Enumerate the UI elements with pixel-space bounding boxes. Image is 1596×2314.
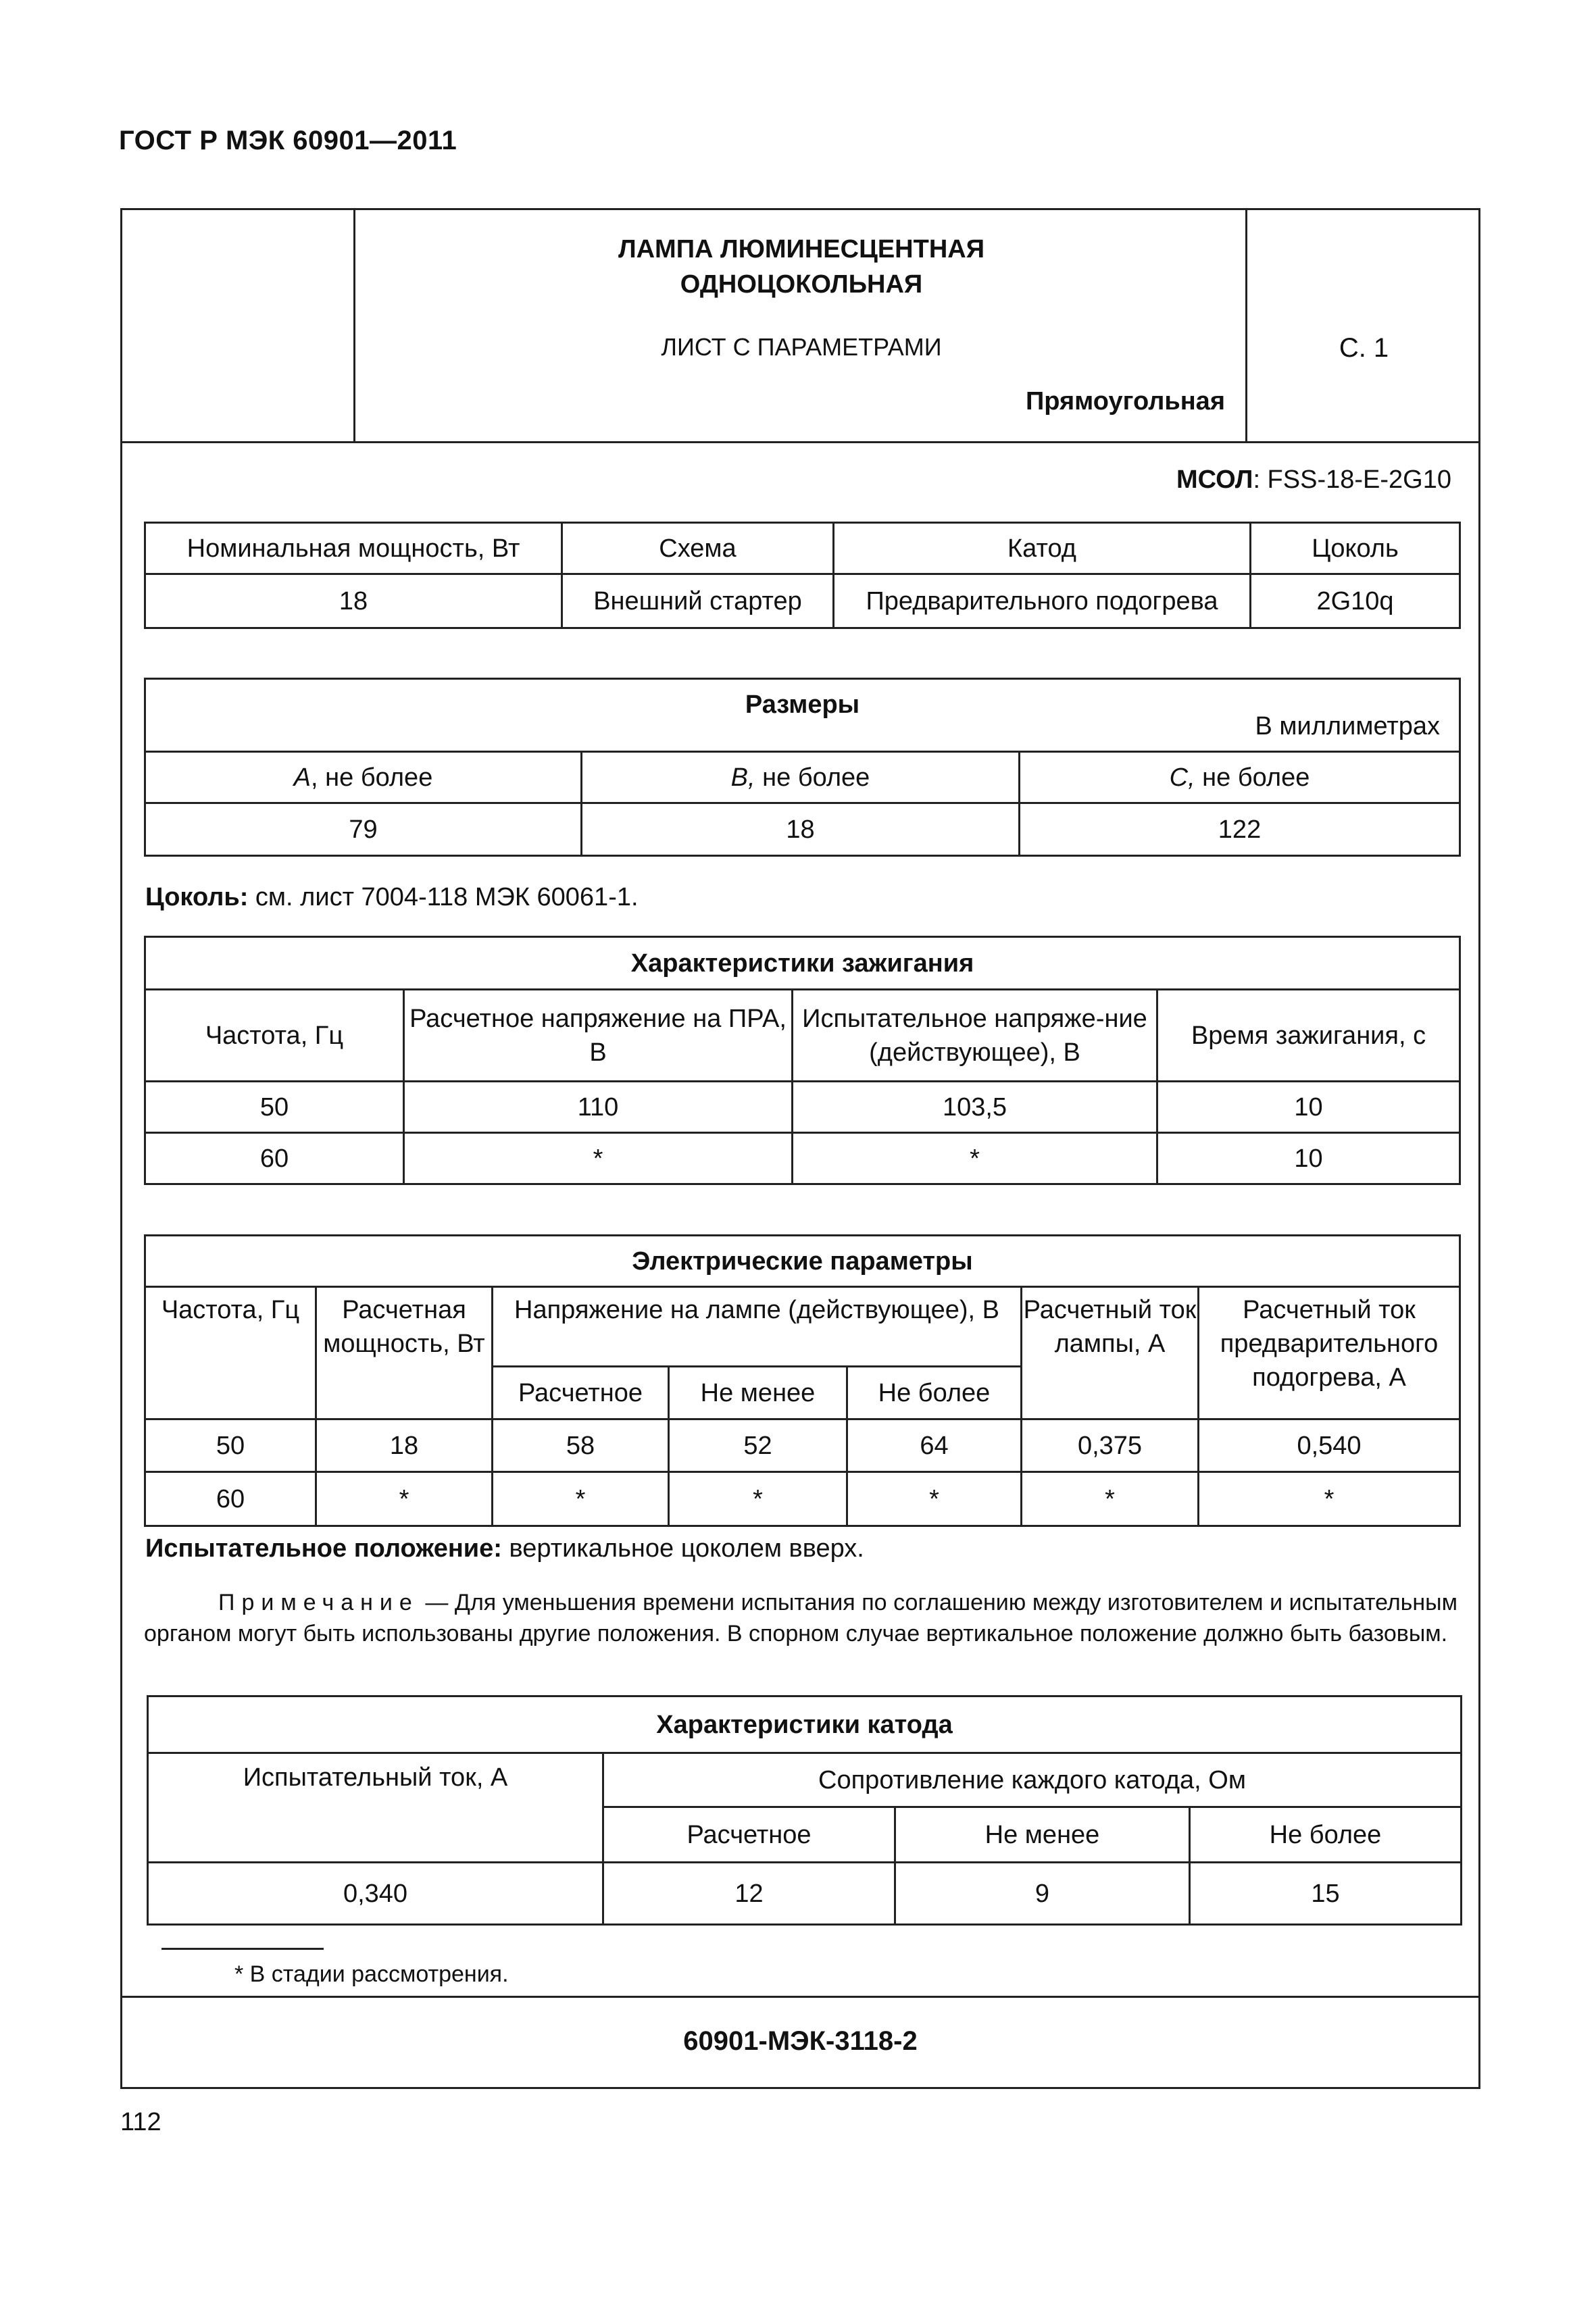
base-label: Цоколь: [145,883,249,911]
msol-value: : FSS-18-E-2G10 [1253,466,1451,494]
table-header-cell: Номинальная мощность, Вт [145,523,562,574]
table-cell: 10 [1157,1133,1460,1184]
dimensions-title-cell [145,679,1460,752]
table-subheader-cell: Расчетное [603,1807,895,1863]
dimensions-unit: В миллиметрах [1255,712,1440,740]
sheet-title-line1: ЛАМПА ЛЮМИНЕСЦЕНТНАЯ [618,235,985,263]
note-text: — Для уменьшения времени испытания по соглашению между изготовителем и испытательным органом могут быть использованы другие положения. В спорном случае вертикальное положение должно быть базовым. [144,1590,1457,1646]
table-subheader-cell: Не более [847,1367,1022,1419]
table-subheader-cell: Не менее [895,1807,1190,1863]
footnote: * В стадии рассмотрения. [234,1961,509,1987]
table-header-cell: Цоколь [1251,523,1460,574]
table-cell: 122 [1020,803,1460,856]
table-header-cell: Испытательное напряже-ние (действующее), В [793,990,1157,1082]
table-cell: 52 [669,1419,847,1472]
table-subheader-cell: Не менее [669,1367,847,1419]
table-cell: 9 [895,1863,1190,1925]
table-cell: * [493,1472,669,1526]
table-cell: 50 [145,1419,316,1472]
sheet-code: 60901-МЭК-3118-2 [683,2026,918,2056]
table-header-cell: Схема [562,523,834,574]
table-header-cell: Катод [834,523,1251,574]
table-cell: Внешний стартер [562,574,834,628]
table-cell: 103,5 [793,1082,1157,1133]
note-label: Примечание [218,1590,419,1615]
test-position-label: Испытательное положение: [145,1534,502,1563]
document-code: ГОСТ Р МЭК 60901—2011 [119,126,457,155]
ignition-title: Характеристики зажигания [145,937,1460,990]
table-cell: 0,340 [148,1863,603,1925]
table-cell: 60 [145,1133,404,1184]
table-cell: 12 [603,1863,895,1925]
table-subheader-cell: Расчетное [493,1367,669,1419]
sheet-title-line2: ОДНОЦОКОЛЬНАЯ [680,270,923,299]
cathode-title: Характеристики катода [148,1696,1462,1753]
table-cell: 0,375 [1022,1419,1199,1472]
header-right-cell [1245,210,1478,441]
page-number: 112 [120,2108,161,2136]
table-header-cell: B, не более [582,752,1020,803]
table-subheader-cell: Не более [1190,1807,1462,1863]
header-left-cell [122,210,355,441]
dimension-letter-b: B, [730,763,755,792]
table-cell: 0,540 [1199,1419,1460,1472]
dimension-letter-a: A [293,763,311,792]
table-header-cell: Время зажигания, с [1157,990,1460,1082]
dimensions-title: Размеры [745,690,860,719]
table-cell: * [793,1133,1157,1184]
sheet-page-ref: С. 1 [1339,333,1389,363]
table-cell: 58 [493,1419,669,1472]
base-text: см. лист 7004-118 МЭК 60061-1. [248,883,639,911]
main-parameters-table [144,522,1461,629]
sheet-header [122,210,1478,443]
table-header-cell: Напряжение на лампе (действующее), В [493,1287,1022,1367]
table-header-cell: Сопротивление каждого катода, Ом [603,1753,1462,1807]
table-cell: 10 [1157,1082,1460,1133]
msol-label: МСОЛ [1176,466,1253,494]
table-cell: * [847,1472,1022,1526]
table-cell: 18 [582,803,1020,856]
table-cell: * [669,1472,847,1526]
table-cell: 15 [1190,1863,1462,1925]
test-position [145,1534,864,1563]
sheet-label: ЛИСТ С ПАРАМЕТРАМИ [661,333,942,361]
electrical-title: Электрические параметры [145,1236,1460,1287]
table-cell: 64 [847,1419,1022,1472]
dimension-letter-c: C, [1169,763,1195,792]
parameter-sheet-frame [120,208,1480,2089]
table-header-cell: Расчетный ток предварительного подогрева, А [1199,1287,1460,1419]
table-cell: 60 [145,1472,316,1526]
base-reference [145,883,639,912]
test-position-text: вертикальное цоколем вверх. [501,1534,864,1563]
table-cell: * [1199,1472,1460,1526]
footer-divider [122,1996,1478,1998]
note-paragraph [144,1587,1457,1649]
ignition-table [144,936,1461,1185]
table-header-cell: A, не более [145,752,582,803]
dimensions-table [144,678,1461,857]
table-cell: * [404,1133,793,1184]
table-cell: 18 [145,574,562,628]
table-header-cell: Частота, Гц [145,990,404,1082]
table-cell: 50 [145,1082,404,1133]
table-cell: * [1022,1472,1199,1526]
table-cell: 79 [145,803,582,856]
table-header-cell: Расчетное напряжение на ПРА, В [404,990,793,1082]
lamp-shape: Прямоугольная [1025,387,1225,416]
footnote-rule [161,1948,324,1950]
table-cell: 2G10q [1251,574,1460,628]
electrical-table [144,1234,1461,1527]
cathode-table [147,1695,1462,1926]
sheet-title [355,232,1247,302]
table-cell: * [316,1472,493,1526]
table-cell: Предварительного подогрева [834,574,1251,628]
table-header-cell: C, не более [1020,752,1460,803]
msol-designation [1176,466,1451,495]
table-header-cell: Расчетная мощность, Вт [316,1287,493,1419]
table-cell: 110 [404,1082,793,1133]
table-header-cell: Расчетный ток лампы, А [1022,1287,1199,1419]
table-header-cell: Испытательный ток, А [148,1753,603,1863]
table-cell: 18 [316,1419,493,1472]
table-header-cell: Частота, Гц [145,1287,316,1419]
